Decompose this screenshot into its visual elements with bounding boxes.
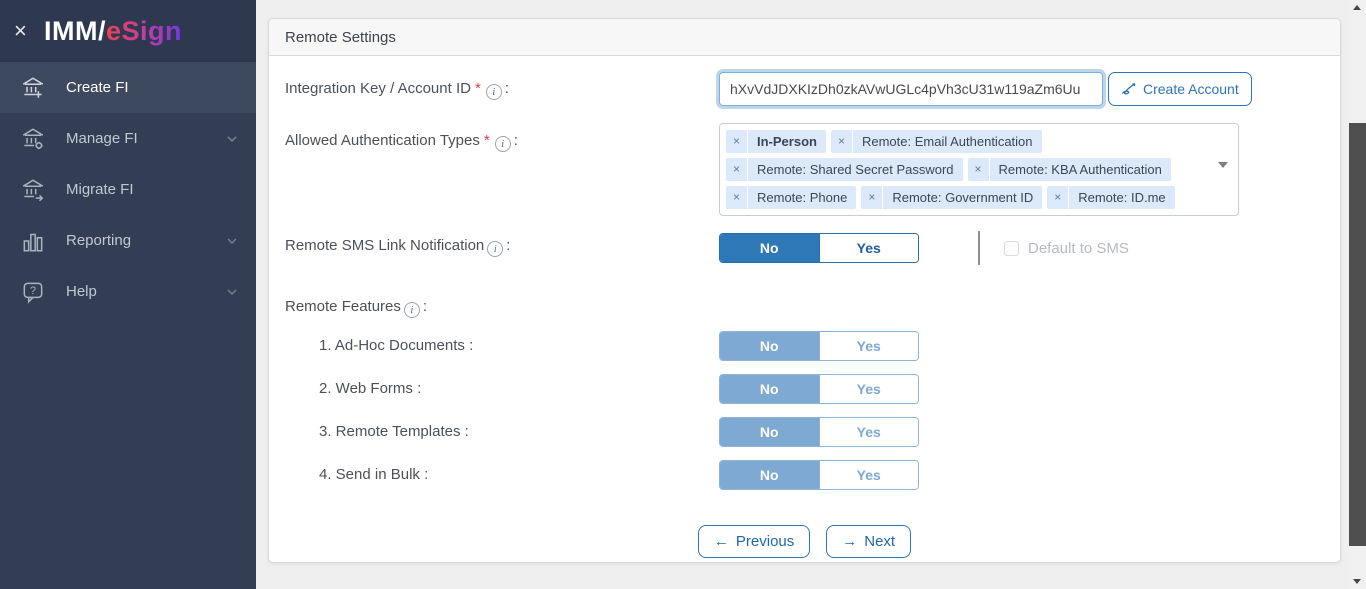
auth-tag bbox=[861, 186, 1042, 209]
label-text: Remote Features bbox=[285, 298, 401, 315]
toggle-yes-button: Yes bbox=[819, 375, 919, 403]
auth-tag bbox=[726, 130, 826, 153]
label-colon: : bbox=[513, 132, 518, 149]
tag-label: Remote: KBA Authentication bbox=[998, 162, 1162, 177]
remote-templates-toggle bbox=[719, 417, 919, 447]
create-account-label: Create Account bbox=[1143, 81, 1239, 97]
toggle-no-button: No bbox=[720, 332, 819, 360]
feature-row-adhoc-documents bbox=[285, 331, 1324, 361]
feature-row-web-forms bbox=[285, 374, 1324, 404]
bank-gear-icon bbox=[20, 126, 48, 152]
remote-settings-panel bbox=[268, 18, 1341, 563]
create-account-button[interactable] bbox=[1108, 72, 1252, 106]
label-text: Allowed Authentication Types bbox=[285, 132, 480, 149]
label-colon: : bbox=[506, 237, 511, 254]
feature-label: 3. Remote Templates : bbox=[319, 423, 469, 440]
sidebar-item-label: Manage FI bbox=[66, 130, 138, 147]
bar-chart-icon bbox=[20, 228, 48, 254]
sidebar-item-label: Create FI bbox=[66, 79, 129, 96]
auth-tag bbox=[831, 130, 1042, 153]
wizard-buttons-row bbox=[285, 525, 1324, 558]
toggle-yes-button: Yes bbox=[819, 332, 919, 360]
sms-link-label bbox=[285, 231, 719, 265]
info-icon[interactable]: i bbox=[495, 136, 511, 152]
auth-tag bbox=[1047, 186, 1174, 209]
sidebar bbox=[0, 0, 256, 589]
feature-label: 2. Web Forms : bbox=[319, 380, 422, 397]
sidebar-item-migrate-fi[interactable] bbox=[0, 164, 256, 215]
label-text: Integration Key / Account ID bbox=[285, 80, 471, 97]
signature-pen-icon bbox=[1121, 82, 1137, 96]
info-icon[interactable]: i bbox=[404, 302, 420, 318]
tag-label: Remote: Government ID bbox=[892, 190, 1034, 205]
integration-key-row bbox=[285, 72, 1324, 106]
sidebar-item-manage-fi[interactable] bbox=[0, 113, 256, 164]
required-asterisk: * bbox=[474, 80, 481, 97]
label-colon: : bbox=[422, 298, 428, 315]
remote-features-header-row bbox=[285, 298, 1324, 318]
auth-tag bbox=[968, 158, 1171, 181]
remote-features-label bbox=[285, 298, 719, 318]
toggle-no-button: No bbox=[720, 461, 819, 489]
feature-row-remote-templates bbox=[285, 417, 1324, 447]
chevron-down-icon bbox=[226, 135, 238, 143]
left-arrow-icon: ← bbox=[713, 533, 729, 550]
panel-body bbox=[269, 72, 1340, 563]
sidebar-item-label: Migrate FI bbox=[66, 181, 134, 198]
auth-tag bbox=[726, 158, 963, 181]
toggle-no-button[interactable]: No bbox=[720, 234, 819, 262]
tag-label: Remote: Phone bbox=[757, 190, 848, 205]
sms-link-field bbox=[719, 231, 1324, 265]
auth-types-row bbox=[285, 123, 1324, 216]
tag-label: Remote: Shared Secret Password bbox=[757, 162, 954, 177]
toggle-yes-button[interactable]: Yes bbox=[819, 234, 919, 262]
remove-tag-icon[interactable]: × bbox=[1047, 186, 1069, 209]
remove-tag-icon[interactable]: × bbox=[726, 186, 748, 209]
sidebar-item-create-fi[interactable] bbox=[0, 62, 256, 113]
logo-slash: / bbox=[97, 15, 106, 46]
default-to-sms-label: Default to SMS bbox=[1028, 239, 1129, 257]
help-bubble-icon bbox=[20, 279, 48, 305]
logo-suffix: eSign bbox=[106, 15, 183, 46]
toggle-yes-button: Yes bbox=[819, 461, 919, 489]
vertical-divider bbox=[978, 231, 980, 265]
auth-types-field bbox=[719, 123, 1324, 216]
tag-label: In-Person bbox=[757, 134, 817, 149]
toggle-yes-button: Yes bbox=[819, 418, 919, 446]
feature-label: 4. Send in Bulk : bbox=[319, 466, 429, 483]
toggle-no-button: No bbox=[720, 418, 819, 446]
info-icon[interactable]: i bbox=[486, 84, 502, 100]
sidebar-item-label: Help bbox=[66, 283, 97, 300]
svg-text:?: ? bbox=[29, 284, 37, 297]
integration-key-label bbox=[285, 72, 719, 106]
send-in-bulk-toggle bbox=[719, 460, 919, 490]
sidebar-item-reporting[interactable] bbox=[0, 215, 256, 266]
chevron-down-icon bbox=[226, 288, 238, 296]
remove-tag-icon[interactable]: × bbox=[861, 186, 883, 209]
tag-label: Remote: Email Authentication bbox=[861, 134, 1033, 149]
adhoc-documents-toggle bbox=[719, 331, 919, 361]
main-area bbox=[256, 0, 1366, 589]
remove-tag-icon[interactable]: × bbox=[726, 158, 748, 181]
label-colon: : bbox=[504, 80, 509, 97]
required-asterisk: * bbox=[483, 132, 490, 149]
sidebar-item-help[interactable] bbox=[0, 266, 256, 317]
remove-tag-icon[interactable]: × bbox=[968, 158, 990, 181]
previous-label: Previous bbox=[735, 533, 795, 550]
auth-tag bbox=[726, 186, 856, 209]
sms-link-row bbox=[285, 231, 1324, 265]
remove-tag-icon[interactable]: × bbox=[726, 130, 748, 153]
chevron-down-icon bbox=[226, 237, 238, 245]
sms-link-toggle bbox=[719, 233, 919, 263]
integration-key-input[interactable] bbox=[719, 72, 1103, 106]
sidebar-nav bbox=[0, 62, 256, 317]
scrollbar-thumb[interactable] bbox=[1349, 123, 1366, 546]
remove-tag-icon[interactable]: × bbox=[831, 130, 853, 153]
web-forms-toggle bbox=[719, 374, 919, 404]
sidebar-close-icon[interactable]: × bbox=[14, 18, 27, 43]
scroll-down-icon[interactable] bbox=[1353, 579, 1361, 584]
scroll-up-icon[interactable] bbox=[1353, 5, 1361, 10]
feature-row-send-in-bulk bbox=[285, 460, 1324, 490]
next-label: Next bbox=[864, 533, 896, 550]
sidebar-item-label: Reporting bbox=[66, 232, 132, 249]
feature-label: 1. Ad-Hoc Documents : bbox=[319, 337, 474, 354]
right-arrow-icon: → bbox=[842, 533, 858, 550]
vertical-scrollbar[interactable] bbox=[1349, 0, 1366, 589]
auth-types-multiselect[interactable] bbox=[719, 123, 1239, 216]
page-title: Remote Settings bbox=[285, 28, 396, 46]
app-logo bbox=[44, 16, 182, 47]
label-text: Remote SMS Link Notification bbox=[285, 237, 485, 254]
next-button[interactable] bbox=[826, 525, 911, 558]
auth-types-label bbox=[285, 123, 719, 216]
logo-prefix: IMM bbox=[44, 15, 98, 46]
previous-button[interactable] bbox=[698, 525, 810, 558]
sidebar-header bbox=[0, 0, 256, 62]
bank-arrow-icon bbox=[20, 177, 48, 203]
tag-label: Remote: ID.me bbox=[1078, 190, 1166, 205]
panel-header bbox=[269, 19, 1340, 56]
toggle-no-button: No bbox=[720, 375, 819, 403]
dropdown-caret-icon[interactable] bbox=[1218, 162, 1228, 168]
info-icon[interactable]: i bbox=[487, 241, 503, 257]
default-to-sms-checkbox[interactable] bbox=[1004, 241, 1019, 256]
bank-plus-icon bbox=[20, 75, 48, 101]
integration-key-field bbox=[719, 72, 1324, 106]
